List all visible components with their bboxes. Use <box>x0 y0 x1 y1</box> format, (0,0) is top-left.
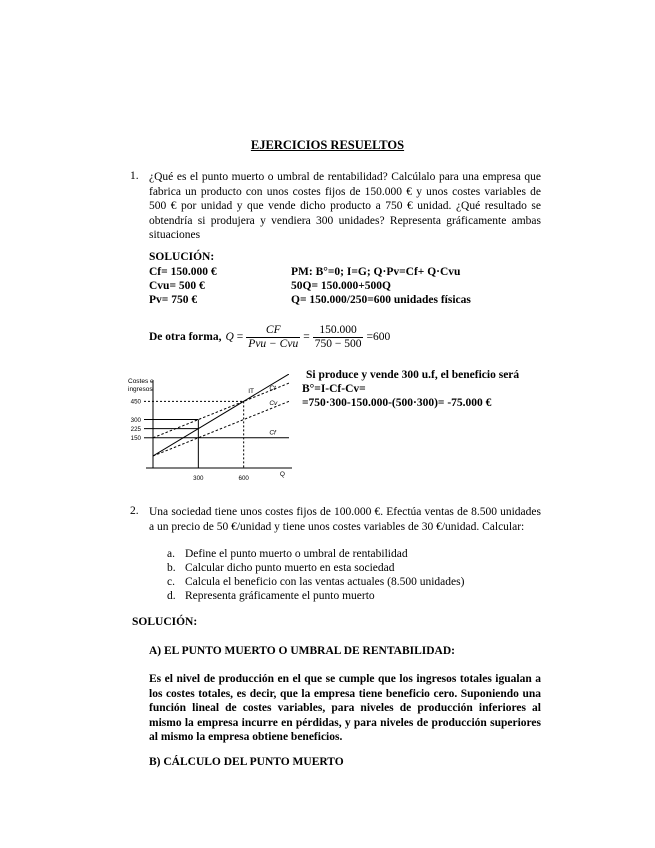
page-title: EJERCICIOS RESUELTOS <box>250 138 405 152</box>
step-equation: 50Q= 150.000+500Q <box>291 280 391 292</box>
break-even-chart <box>126 370 294 490</box>
question-2-text: Una sociedad tiene unos costes fijos de 100.000 €. Efectúa ventas de 8.500 unidades a un precio de 50 €/unidad y tiene unos costes variables de 30 €/unidad. Calcular: <box>149 506 541 533</box>
list-item <box>167 575 464 589</box>
item-text-c: Calcula el beneficio con las ventas actuales (8.500 unidades) <box>185 576 465 588</box>
formula-num-2: 150.000 <box>313 324 364 338</box>
item-text-a: Define el punto muerto o umbral de rentabilidad <box>185 548 408 560</box>
formula-den-2: 750 − 500 <box>314 337 362 350</box>
question-2-items <box>167 547 464 603</box>
y-tick-label: 300 <box>130 416 141 424</box>
formula-fraction-1 <box>246 324 300 351</box>
question-1-number: 1. <box>130 170 139 182</box>
x-tick-label: 600 <box>238 475 249 482</box>
benefit-text <box>302 368 519 410</box>
item-letter-b: b. <box>167 562 176 574</box>
list-item <box>167 547 464 561</box>
section-a-heading: A) EL PUNTO MUERTO O UMBRAL DE RENTABILIDAD: <box>149 645 455 657</box>
alt-label: De otra forma, <box>149 331 222 343</box>
formula-q: Q <box>225 331 234 343</box>
x-tick-label: 300 <box>193 475 204 482</box>
series-label-it: IT <box>248 387 254 395</box>
section-a-text: Es el nivel de producción en el que se cumple que los ingresos totales igualan a los costes totales, es decir, que la empresa tiene beneficio cero. Suponiendo una función lineal de costes variables, para niveles de producción inferiores al mismo la empresa incurre en pérdidas, y para niveles de producción superiores al mismo la empresa obtiene beneficios. <box>149 673 541 744</box>
formula-line <box>149 321 390 353</box>
list-item <box>167 589 464 603</box>
item-letter-a: a. <box>167 548 175 560</box>
item-text-b: Calcular dicho punto muerto en esta sociedad <box>185 562 395 574</box>
solution-1-heading: SOLUCIÓN: <box>149 251 215 263</box>
formula-eq-3: = <box>366 331 373 343</box>
guide-lines <box>144 401 244 468</box>
benefit-line-2: B°=I-Cf-Cv= <box>302 383 366 395</box>
y-axis-label-1: Costes e <box>128 378 154 385</box>
formula-eq-1: = <box>236 331 244 343</box>
y-axis-label-2: ingresos <box>128 386 153 393</box>
y-tick-label: 450 <box>130 398 141 406</box>
step-pm: PM: B°=0; I=G; Q·Pv=Cf+ Q·Cvu <box>291 266 461 278</box>
item-letter-c: c. <box>167 576 175 588</box>
tick-labels <box>131 399 250 482</box>
formula-den-1: Pvu − Cvu <box>248 337 299 350</box>
solution-1-steps <box>291 265 471 307</box>
list-item <box>167 561 464 575</box>
given-pv: Pv= 750 € <box>149 294 198 306</box>
section-b-heading: B) CÁLCULO DEL PUNTO MUERTO <box>149 756 344 768</box>
formula-eq-2: = <box>303 331 310 343</box>
benefit-line-3: =750·300-150.000-(500·300)= -75.000 € <box>302 397 492 409</box>
x-axis-label: Q <box>279 471 285 478</box>
question-2-number: 2. <box>130 505 139 517</box>
formula-fraction-2 <box>313 324 364 351</box>
given-cvu: Cvu= 500 € <box>149 280 205 292</box>
solution-2-heading: SOLUCIÓN: <box>132 616 198 628</box>
series-label-cf: Cf <box>269 429 276 437</box>
solution-1-givens <box>149 265 217 307</box>
y-tick-label: 150 <box>130 435 141 443</box>
item-text-d: Representa gráficamente el punto muerto <box>185 590 375 602</box>
step-result: Q= 150.000/250=600 unidades físicas <box>291 294 471 306</box>
series-label-ct: Ct <box>269 384 276 392</box>
benefit-line-1: Si produce y vende 300 u.f, el beneficio será <box>306 369 520 381</box>
formula-result: 600 <box>372 331 391 343</box>
question-1-text: ¿Qué es el punto muerto o umbral de rentabilidad? Calcúlalo para una empresa que fabrica un producto con unos costes fijos de 150.000 € y unos costes variables de 500 € por unidad y que vende dicho producto a 750 € unidad. ¿Qué resultado se obtendría si produjera y vendiera 300 unidades? Representa gráficamente ambas situaciones <box>149 171 541 242</box>
formula-num-1: CF <box>246 324 300 338</box>
given-cf: Cf= 150.000 € <box>149 266 217 278</box>
y-tick-label: 225 <box>130 425 141 433</box>
item-letter-d: d. <box>167 590 176 602</box>
series-label-cv: Cv <box>269 399 278 407</box>
